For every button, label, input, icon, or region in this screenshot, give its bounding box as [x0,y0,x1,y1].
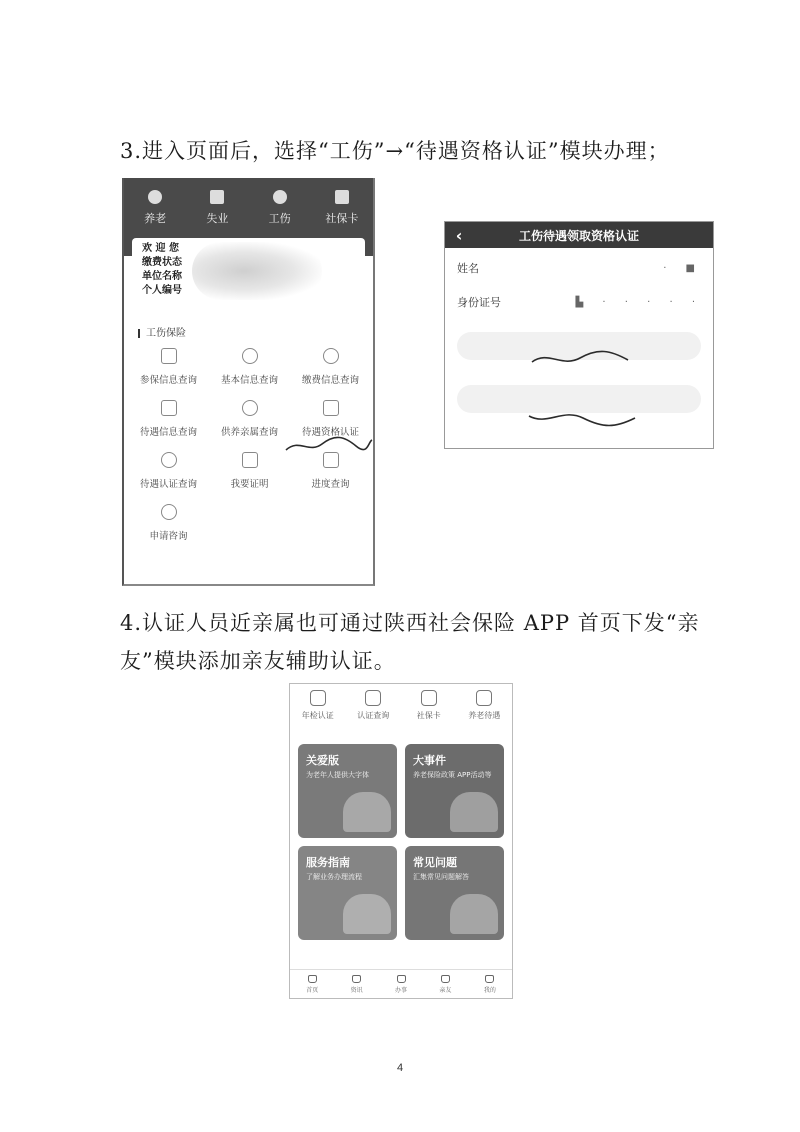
quick-social-card[interactable] [401,690,457,721]
card-icon [335,190,349,204]
tile-care-version[interactable] [298,744,397,838]
redaction-scribble [527,406,637,430]
id-label: 身份证号 [457,296,501,309]
tile-subtitle: 汇集常见问题解答 [413,873,469,881]
person-icon [476,690,492,706]
tile-illustration [450,894,498,934]
home-relatives-screenshot [289,683,513,999]
nav-work-injury[interactable] [249,190,311,226]
header-bar [445,222,713,248]
back-icon[interactable]: ‹ [455,225,463,245]
services-icon [397,975,406,983]
tile-faq[interactable] [405,846,504,940]
section-title-text: 工伤保险 [146,328,186,339]
tile-title: 常见问题 [413,856,457,869]
document-icon [161,348,177,364]
feature-tiles [298,744,504,940]
name-label: 姓名 [457,262,479,275]
section-bar [138,329,140,338]
tab-label: 资讯 [350,986,363,994]
step4-line1: 4.认证人员近亲属也可通过陕西社会保险 APP 首页下发“亲 [120,611,700,635]
grid-item[interactable] [128,348,209,400]
tab-services[interactable] [379,970,423,998]
handwritten-underline [284,428,374,458]
nav-unemployment[interactable] [186,190,248,226]
unemployment-icon [210,190,224,204]
tile-subtitle: 养老保险政策 APP活动等 [413,771,492,779]
grid-label: 待遇信息查询 [139,427,197,438]
certificate-icon [242,452,258,468]
tile-title: 服务指南 [306,856,350,869]
grid-item[interactable] [209,452,290,504]
tab-news[interactable] [334,970,378,998]
grid-label: 供养亲属查询 [220,427,278,438]
work-injury-screenshot [122,178,375,586]
section-title [138,324,186,339]
user-info-card [132,238,365,300]
family-icon [242,400,258,416]
pension-icon [148,190,162,204]
tile-illustration [450,792,498,832]
grid-label: 申请咨询 [149,531,188,542]
grid-item[interactable] [290,348,371,400]
tile-service-guide[interactable] [298,846,397,940]
tile-subtitle: 为老年人提供大字体 [306,771,369,779]
nav-label: 社保卡 [325,212,359,225]
grid-label: 待遇资格认证 [301,427,359,438]
name-value: · ■ [663,262,703,274]
page-title: 工伤待遇领取资格认证 [518,228,639,243]
tab-label: 办事 [395,986,408,994]
grid-label: 我要证明 [230,479,269,490]
grid-item[interactable] [209,348,290,400]
search-icon [161,452,177,468]
id-value: ▙ · · · · · [575,296,703,308]
tile-events[interactable] [405,744,504,838]
home-icon [308,975,317,983]
quick-label: 养老待遇 [468,711,501,720]
grid-label: 待遇认证查询 [139,479,197,490]
user-icon [485,975,494,983]
tile-subtitle: 了解业务办理流程 [306,873,362,881]
payment-status-line: 缴费状态 [142,257,182,268]
tab-label: 亲友 [439,986,452,994]
redaction-scribble [530,346,630,370]
quick-auth-query[interactable] [346,690,402,721]
nav-label: 失业 [206,212,229,225]
grid-item[interactable] [209,400,290,452]
tile-title: 大事件 [413,754,446,767]
tab-label: 首页 [306,986,319,994]
step4-text [120,604,700,680]
step3-text: 3.进入页面后，选择“工伤”→“待遇资格认证”模块办理； [120,139,670,163]
top-nav [124,190,373,226]
grid-label: 进度查询 [311,479,350,490]
nav-social-card[interactable] [311,190,373,226]
tab-relatives[interactable] [423,970,467,998]
grid-item[interactable] [128,504,209,556]
relatives-icon [441,975,450,983]
qualification-screenshot [444,221,714,449]
welcome-line: 欢 迎 您 [142,243,179,254]
quick-annual-auth[interactable] [290,690,346,721]
camera-icon [323,400,339,416]
shield-icon [310,690,326,706]
grid-item[interactable] [290,452,371,504]
nav-label: 工伤 [268,212,291,225]
coin-icon [323,348,339,364]
employer-line: 单位名称 [142,271,182,282]
bottom-tab-bar [290,969,512,998]
grid-label: 基本信息查询 [220,375,278,386]
quick-label: 年检认证 [301,711,334,720]
step4-line2: 友”模块添加亲友辅助认证。 [120,649,396,673]
phone-icon [161,504,177,520]
list-icon [161,400,177,416]
nav-pension[interactable] [124,190,186,226]
quick-pension[interactable] [457,690,513,721]
tab-label: 我的 [483,986,496,994]
tab-mine[interactable] [468,970,512,998]
tile-illustration [343,792,391,832]
news-icon [352,975,361,983]
grid-item[interactable] [128,400,209,452]
id-row [457,294,703,310]
grid-label: 参保信息查询 [139,375,197,386]
page-number: 4 [396,1062,404,1074]
document-icon [365,690,381,706]
nav-label: 养老 [144,212,167,225]
name-row [457,260,703,276]
person-icon [242,348,258,364]
privacy-blur [192,242,322,300]
grid-label: 缴费信息查询 [301,375,359,386]
quick-label: 认证查询 [357,711,390,720]
tile-title: 关爱版 [306,754,339,767]
tile-illustration [343,894,391,934]
card-icon [421,690,437,706]
personal-id-line: 个人编号 [142,285,182,296]
work-injury-icon [273,190,287,204]
tab-home[interactable] [290,970,334,998]
quick-label: 社保卡 [416,711,441,720]
quick-icons [290,690,512,721]
grid-item[interactable] [128,452,209,504]
